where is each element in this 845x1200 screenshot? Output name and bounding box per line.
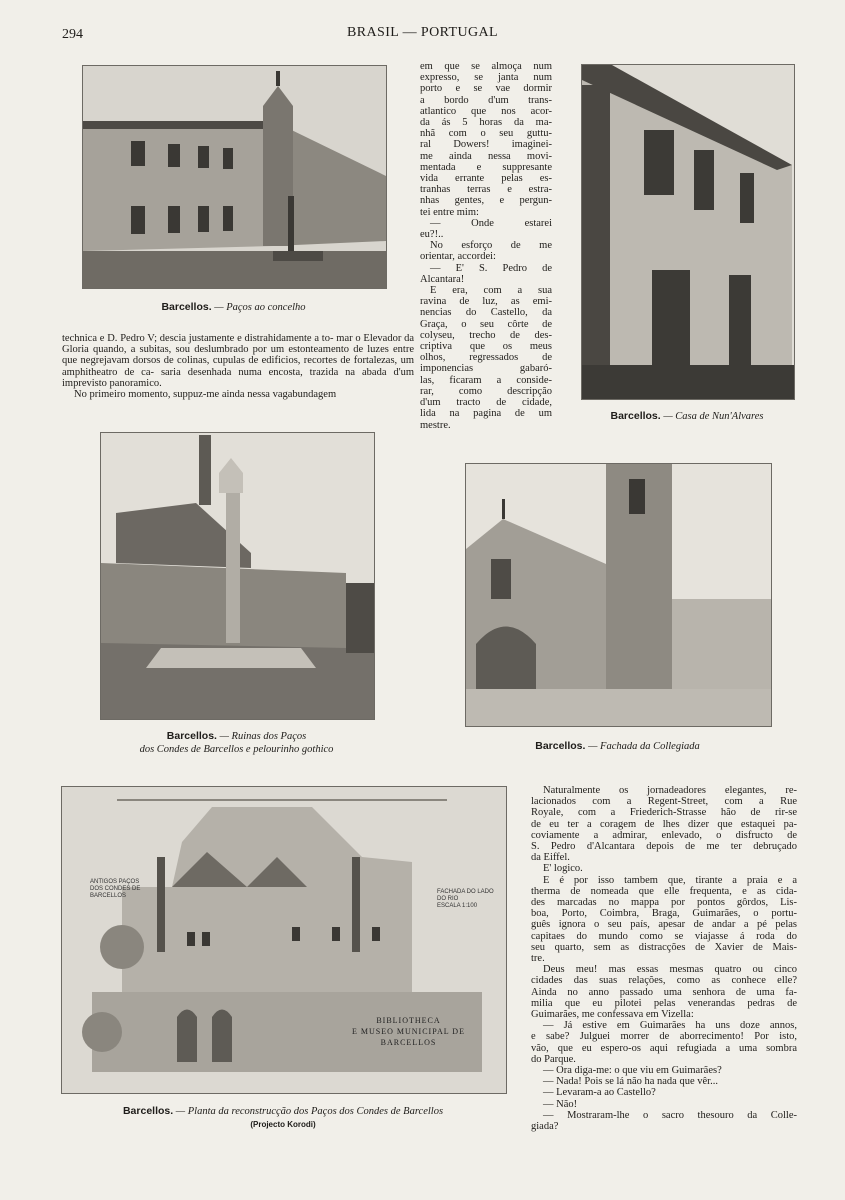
text-line: porto e se vae dormir	[420, 83, 552, 95]
text-column-bottom-right	[531, 785, 797, 1132]
caption-place: Barcellos.	[535, 740, 586, 752]
text-line: — Nada! Pois se lá não ha nada que vêr...	[543, 1076, 718, 1088]
text-line: expresso, se janta num	[420, 72, 552, 84]
text-line: atlantico que nos acor-	[420, 105, 552, 117]
photo-casa-nunalvares	[581, 64, 795, 400]
text-line: tranhas terras e estra-	[420, 184, 552, 196]
plan-label-line: DOS CONDES DE	[90, 886, 141, 892]
text-line: therma de nomeada que elle frequenta, e as cida-	[531, 885, 797, 897]
paragraph	[62, 389, 414, 400]
text-line: seu quarto, sem as distracções de Xavier de Mais-	[531, 941, 797, 953]
text-line: tre.	[531, 953, 545, 965]
drawing-planta-reconstrucao	[61, 786, 507, 1094]
text-line: em que se almoça num	[420, 61, 552, 72]
text-line: panoramico.	[109, 377, 162, 389]
text-line: um estonteamento de luzes entre que negrejavam dorsos de colinas,	[62, 344, 414, 367]
text-line: milia que eu pilotei pelas venerandas pedras de	[531, 997, 797, 1009]
caption-casa-nunalvares	[581, 410, 793, 423]
plan-label-line: ESCALA 1:100	[437, 903, 478, 909]
text-line: — Não!	[543, 1098, 578, 1110]
text-line: nencias do Castello, da	[420, 307, 552, 319]
photo-pacos-concelho	[82, 65, 387, 289]
text-line: cidades das suas relações, como as conhece elle?	[531, 975, 797, 987]
text-line: nhã com o seu guttu-	[420, 128, 552, 140]
text-line: tei entre mim:	[420, 206, 479, 218]
text-line: e sabe? Julguei morrer de aborrecimento! Por isto,	[531, 1031, 797, 1043]
text-line: coviamente a admirar, enlevado, o disfructo de	[531, 829, 797, 841]
text-line: saria desenhada numa encosta, trazida na abada d'um imprevisto	[62, 366, 414, 389]
text-line: da ás 5 horas da ma-	[420, 117, 552, 129]
text-line: de eu ter a coragem de lhes dizer que estaquei pa-	[531, 818, 797, 830]
text-line: Royale, com a Friederich-Strasse hão de rir-se	[531, 807, 797, 819]
text-line: Guimarães, me confessava em Vizella:	[531, 1009, 694, 1021]
text-line: vida errante pelas es-	[420, 173, 552, 185]
text-line: — Já estive em Guimarães ha uns doze annos,	[543, 1020, 797, 1032]
text-line: giada?	[531, 1121, 559, 1133]
plan-label-left	[90, 879, 140, 900]
text-line: orientar, accordei:	[420, 251, 496, 263]
text-line: Naturalmente os jornadeadores elegantes, re-	[543, 785, 797, 796]
plan-label-line: ANTIGOS PAÇOS	[90, 879, 140, 885]
text-line: mestre.	[420, 419, 451, 431]
plan-library-line: BIBLIOTHECA	[376, 1016, 441, 1025]
text-line: E é por isso tambem que, tirante a praia e a	[543, 874, 797, 886]
text-line: No primeiro momento, suppuz-me ainda nessa vagabundagem	[74, 389, 337, 401]
text-line: lacionados com a Regent-Street, com a Rue	[531, 796, 797, 808]
text-line: Alcantara!	[420, 273, 465, 285]
caption-desc: — Paços ao concelho	[214, 302, 306, 313]
photo-fachada-collegiada	[465, 463, 772, 727]
page-header-title: BRASIL — PORTUGAL	[347, 25, 498, 40]
text-line: vão, que eu espero-os aqui refugiada a uma sombra	[531, 1042, 797, 1054]
text-line: E era, com a sua	[430, 285, 552, 297]
paragraph	[62, 333, 414, 389]
caption-place: Barcellos.	[610, 410, 661, 422]
text-line: Deus meu! mas essas mesmas quatro ou cinco	[543, 964, 797, 976]
text-line: cupulas de edificios, recortes de fortalezas, um amphitheatro de ca-	[62, 355, 414, 378]
photo-ruinas-pacos	[100, 432, 375, 720]
text-line: lida na pagina de um	[420, 408, 552, 420]
text-line: ravina de luz, as emi-	[420, 296, 552, 308]
text-line: a bordo d'um trans-	[420, 94, 552, 106]
text-line: — Onde estarei	[430, 217, 552, 229]
caption-planta	[61, 1105, 505, 1131]
text-line: Graça, o seu côrte de	[420, 318, 552, 330]
plan-label-line: DO RIO	[437, 896, 459, 902]
text-line: guês ignora o seu país, apesar de andar a pé pelas	[531, 919, 797, 931]
text-line: las, ficaram a conside-	[420, 374, 552, 386]
caption-place: Barcellos.	[166, 730, 217, 742]
text-line: do Parque.	[531, 1053, 576, 1065]
caption-fachada-collegiada	[465, 740, 770, 753]
text-line: colyseu, trecho de des-	[420, 329, 552, 341]
caption-desc: — Planta da reconstrucção dos Paços dos Condes de Barcellos	[175, 1106, 444, 1117]
caption-pacos-concelho	[82, 301, 385, 314]
plan-library-line: BARCELLOS	[380, 1038, 437, 1047]
plan-library-line: E MUSEO MUNICIPAL DE	[352, 1027, 465, 1036]
text-line: S. Pedro d'Alcantara depois de me ter debruçado	[531, 841, 797, 853]
text-line: nhas gentes, e pergun-	[420, 195, 552, 207]
text-line: capitaes do mundo como se viajasse á roda do	[531, 930, 797, 942]
text-line: me ainda nessa movi-	[420, 150, 552, 162]
caption-desc: — Casa de Nun'Alvares	[663, 411, 764, 422]
page-number: 294	[62, 27, 83, 42]
text-column-right-top	[420, 61, 552, 431]
text-line: — Levaram-a ao Castello?	[543, 1087, 656, 1099]
text-line: — Ora diga-me: o que viu em Guimarães?	[543, 1065, 722, 1077]
text-line: criptiva que os meus	[420, 341, 552, 353]
caption-desc: — Fachada da Collegiada	[588, 741, 700, 752]
text-line: ral Dowers! imaginei-	[420, 139, 552, 151]
plan-library-sign	[352, 1015, 465, 1048]
caption-desc-line2: dos Condes de Barcellos e pelourinho gothico	[139, 744, 334, 755]
text-line: olhos, regressados de	[420, 352, 552, 364]
text-line: mentada e suppresante	[420, 161, 552, 173]
text-line: d'um tracto de cidade,	[420, 397, 552, 409]
text-line: eu?!..	[420, 229, 444, 241]
text-line: des marcadas no mappa por pontos gôrdos, Lis-	[531, 897, 797, 909]
text-line: Ainda no anno passado uma senhora de uma fa-	[531, 986, 797, 998]
text-line: da Eiffel.	[531, 852, 570, 864]
plan-label-line: BARCELLOS	[90, 893, 127, 899]
caption-place: Barcellos.	[161, 301, 212, 313]
text-line: boa, Porto, Coimbra, Braga, Guimarães, o portu-	[531, 908, 797, 920]
caption-desc: — Ruinas dos Paços	[219, 731, 307, 742]
text-line: No esforço de me	[430, 240, 552, 252]
text-line: rar, como descripção	[420, 385, 552, 397]
text-line: mar o Elevador da Gloria quando, a subitas, sou deslumbrado por	[62, 333, 415, 356]
caption-ruinas-pacos	[100, 730, 373, 756]
text-line: — Mostraram-lhe o sacro thesouro da Colle-	[543, 1109, 797, 1121]
text-line: technica e D. Pedro V; descia justamente e distrahidamente a to-	[62, 333, 334, 344]
caption-place: Barcellos.	[122, 1105, 174, 1117]
plan-label-right	[437, 889, 494, 910]
plan-label-line: FACHADA DO LADO	[437, 889, 494, 895]
text-column-left-top	[62, 333, 414, 400]
text-line: E' logico.	[543, 863, 583, 875]
caption-credit: (Projecto Korodi)	[250, 1120, 316, 1129]
text-line: imponencias gabaró-	[420, 363, 552, 375]
text-line: — E' S. Pedro de	[430, 262, 552, 274]
